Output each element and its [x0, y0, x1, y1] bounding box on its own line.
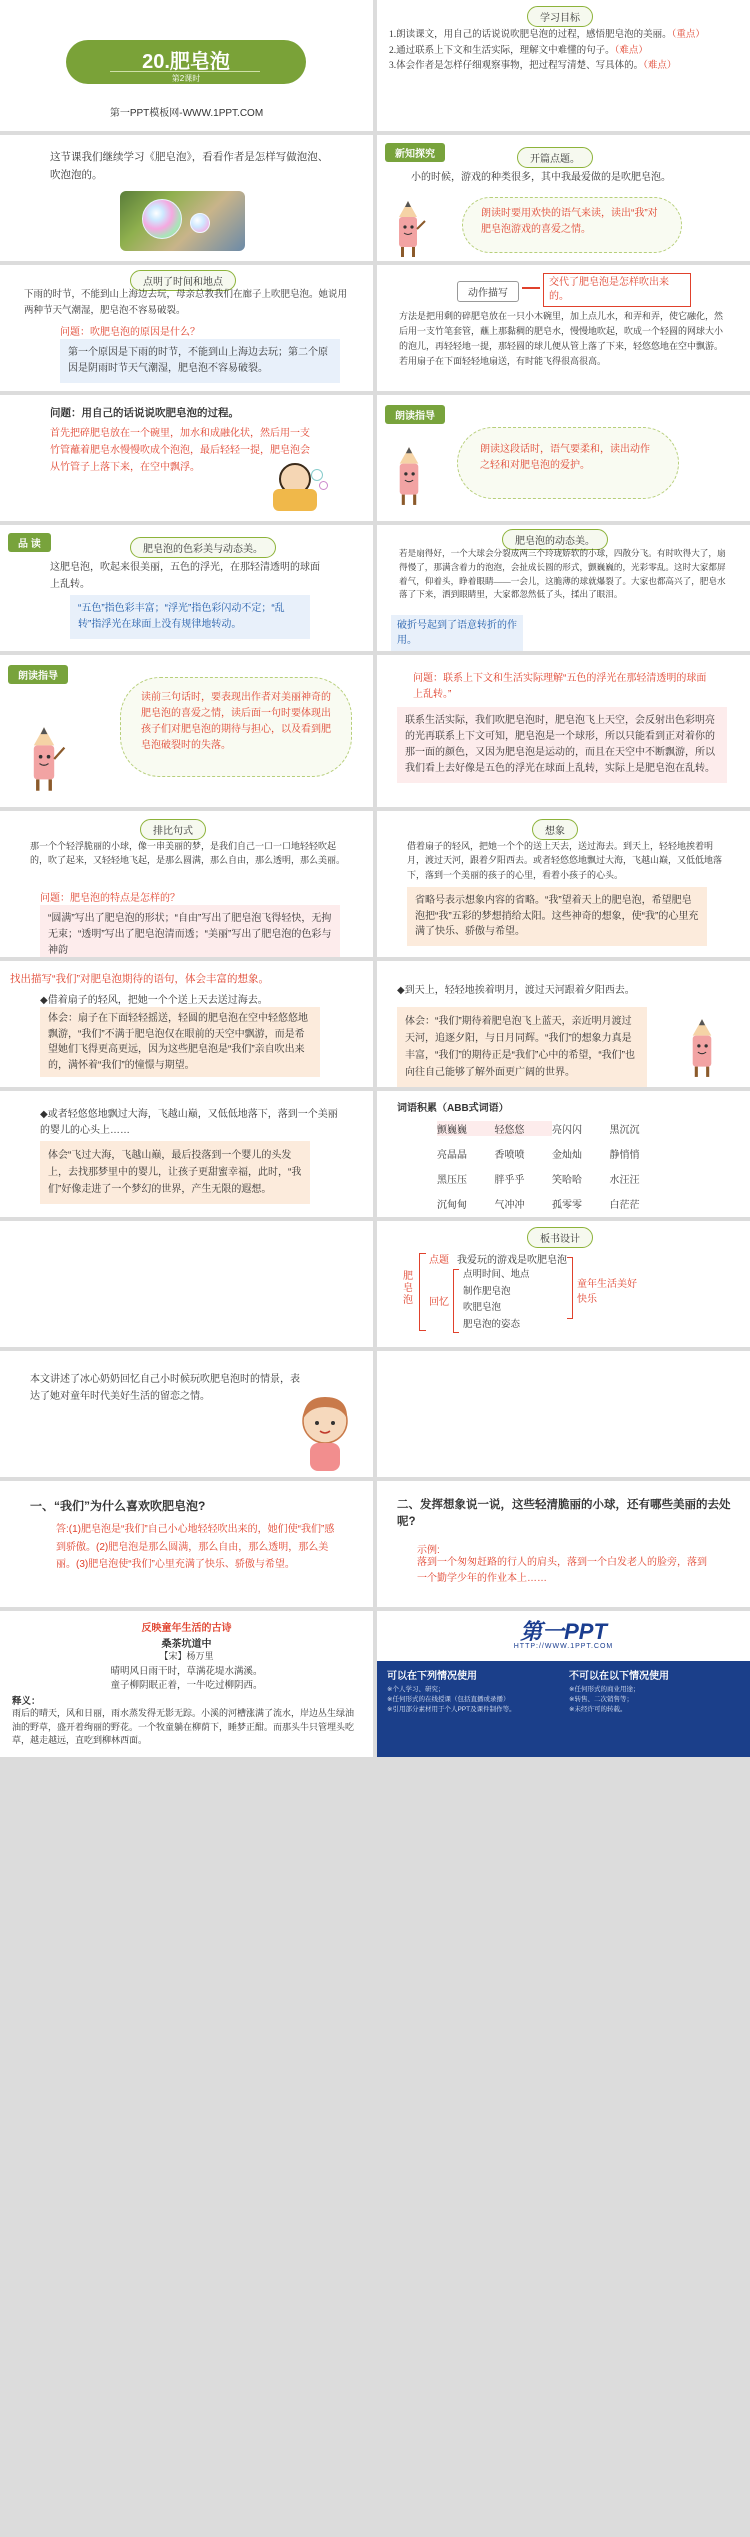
goal-1-tag: （重点） [671, 30, 705, 40]
time-place-para: 下雨的时节，不能到山上海边去玩，母亲总教我们在廊子上吹肥皂泡。她说用两种节天气潮湿，肥皂泡不容易破裂。 [24, 290, 348, 317]
poem-line-1: 晴明风日雨干时，草满花堤水满溪。 [110, 1667, 263, 1677]
goal-3 [389, 59, 737, 75]
process-answer: 首先把碎肥皂放在一个碗里，加水和成融化状，然后用一支竹管蘸着肥皂水慢慢吹成个泡泡，最后轻轻一提，肥皂泡会从竹管子上落下来，在空中飘浮。 [50, 428, 310, 473]
slide-expectation-2 [377, 961, 750, 1087]
vocab-word: 香喷喷 [494, 1150, 525, 1161]
reading-guide-cloud: 读前三句话时，要表现出作者对美丽神奇的肥皂泡的喜爱之情，读后面一句时要体现出孩子们对肥皂泡的期待与担心，以及看到肥皂泡破裂时的失落。 [120, 677, 352, 777]
slide-reading-guide-1 [377, 395, 750, 521]
blackboard-root: 肥皂泡 [403, 1271, 413, 1306]
slide-template-license [377, 1611, 750, 1757]
goals-list [389, 28, 737, 75]
pencil-mascot-icon [22, 725, 66, 793]
bubble-small [190, 213, 210, 233]
allowed-item: ※个人学习、研究； [387, 1686, 445, 1693]
slide-blank [0, 1221, 373, 1347]
summary-text: 本文讲述了冰心奶奶回忆自己小时候玩吹肥皂泡时的情景，表达了她对童年时代美好生活的留恋之情。 [30, 1374, 300, 1402]
slide-intro [0, 135, 373, 261]
slide-new-knowledge [377, 135, 750, 261]
forbidden-item: ※任何形式的商业用途； [569, 1686, 640, 1693]
slide-vocabulary [377, 1091, 750, 1217]
branch-1-node: 我爱玩的游戏是吹肥皂泡 [457, 1255, 567, 1266]
context-question: 问题：联系上下文和生活实际理解“五色的浮光在那轻清透明的球面上乱转。” [413, 673, 707, 700]
slide-action-description [377, 265, 750, 391]
dash-note-box: 破折号起到了语意转折的作用。 [391, 615, 523, 651]
vocab-word: 亮闪闪 [552, 1125, 582, 1136]
goal-1-text: 1.朗读课文，用自己的话说说吹肥皂泡的过程，感悟肥皂泡的美丽。 [389, 30, 672, 40]
vocab-word: 黑压压 [437, 1175, 467, 1186]
branch-item: 制作肥皂泡 [463, 1285, 511, 1297]
poem-title: 桑茶坑道中 [161, 1639, 212, 1650]
goal-3-tag: （难点） [643, 61, 677, 72]
forbidden-item: ※转售、二次销售等； [569, 1695, 633, 1703]
imagination-pill: 想象 [532, 819, 578, 840]
goal-2-text: 2.通过联系上下文和生活实际，理解文中难懂的句子。 [389, 45, 615, 56]
template-footer: 第一PPT模板网-WWW.1PPT.COM [109, 108, 264, 119]
action-note-box: 交代了肥皂泡是怎样吹出来的。 [543, 273, 691, 307]
pencil-mascot-icon [389, 199, 427, 259]
expectation-title: 找出描写“我们”对肥皂泡期待的语句，体会丰富的想象。 [10, 973, 269, 985]
expectation-note-2: 体会：“我们”期待着肥皂泡飞上蓝天，亲近明月渡过天河，追逐夕阳，与日月同辉。“我们”的想象力真是丰富，“我们”的期待正是“我们”心中的希望，“我们”也向往自己能够了解外面更广阔的世界。 [397, 1007, 647, 1087]
allowed-list [387, 1685, 557, 1714]
girl-illustration-icon [290, 1391, 360, 1473]
root-bracket [419, 1253, 426, 1331]
forbidden-item: ※未经许可的转载。 [569, 1705, 627, 1713]
color-beauty-note: “五色”指色彩丰富；“浮光”指色彩闪动不定；“乱转”指浮光在球面上没有规律地转动。 [70, 595, 310, 639]
slide-exercise-2 [377, 1481, 750, 1607]
context-answer-box: 联系生活实际，我们吹肥皂泡时，肥皂泡飞上天空，会反射出色彩明亮的光再联系上下文可知，肥皂泡是一个球形，所以只能看到正对着你的那一面的颜色，又因为肥皂泡是运动的，而且在天空中不断飘游，所以我们看上去好像是五色的浮光在球面上乱转，实际上是肥皂泡在乱转。 [397, 707, 727, 783]
slide-reading-guide-2 [0, 655, 373, 807]
expectation-note-1: 体会：扇子在下面轻轻摇送，轻圆的肥皂泡在空中轻悠悠地飘游，“我们”不满于肥皂泡仅在眼前的天空中飘游，而是希望她们飞得更高更远，因为这些肥皂泡是“我们”亲自吹出来的，满怀着“我们”的憧憬与期望。 [40, 1007, 320, 1077]
exercise-1-answer: 答:(1)肥皂泡是“我们”自己小心地轻轻吹出来的，她们使“我们”感到骄傲。(2)肥皂泡是那么圆满，那么自由，那么透明，那么美丽。(3)肥皂泡使“我们”心里充满了快乐、骄傲与希望。 [56, 1524, 335, 1570]
slide-time-place [0, 265, 373, 391]
vocab-word: 轻悠悠 [495, 1121, 553, 1136]
slide-title-text: 20.肥皂泡 [142, 51, 230, 73]
color-beauty-pill: 肥皂泡的色彩美与动态美。 [130, 537, 276, 558]
reading-guide-tag: 朗读指导 [385, 405, 445, 424]
reason-answer-box: 第一个原因是下雨的时节，不能到山上海边去玩；第二个原因是阴雨时节天气潮湿，肥皂泡不容易破裂。 [60, 339, 340, 383]
exercise-2-title: 二、发挥想象说一说，这些轻清脆丽的小球，还有哪些美丽的去处呢? [397, 1499, 731, 1529]
allowed-item: ※引用部分素材用于个人PPT及课件制作等。 [387, 1705, 516, 1713]
branch-item: 肥皂泡的姿态 [463, 1318, 521, 1330]
goal-2 [389, 44, 737, 60]
branch-1-label: 点题 [429, 1255, 449, 1266]
opening-pill: 开篇点题。 [517, 147, 593, 168]
vocab-word: 黑沉沉 [609, 1125, 640, 1136]
vocabulary-title: 词语积累（ABB式词语） [397, 1103, 509, 1114]
slide-exercise-1 [0, 1481, 373, 1607]
vocab-word: 颤巍巍 [437, 1121, 495, 1136]
time-place-pill: 点明了时间和地点 [130, 270, 236, 291]
imagination-para: 借着扇子的轻风，把她一个个的送上天去，送过海去。到天上，轻轻地挨着明月，渡过天河，跟着夕阳西去。或者轻悠悠地飘过大海，飞越山巅，又低低地落下，落到一个美丽的孩子的心里，看着小孩子的心头。 [407, 841, 723, 880]
branch-item: 点明时间、地点 [463, 1269, 530, 1280]
color-beauty-para: 这肥皂泡，吹起来很美丽，五色的浮光，在那轻清透明的球面上乱转。 [50, 562, 320, 590]
expectation-bullet-1: ◆借着扇子的轻风，把她一个个送上天去送过海去。 [40, 995, 268, 1006]
blackboard-result: 童年生活美好快乐 [577, 1279, 637, 1305]
expectation-bullet-3: ◆或者轻悠悠地飘过大海，飞越山巅，又低低地落下，落到一个美丽的婴儿的心头上…… [40, 1109, 338, 1136]
child-blowing-bubbles-illustration [265, 463, 327, 515]
learning-goals-pill: 学习目标 [527, 6, 593, 27]
exercise-2-answer: 落到一个匆匆赶路的行人的肩头，落到一个白发老人的脸旁，落到一个勤学少年的作业本上…… [417, 1557, 707, 1584]
opening-text: 小的时候，游戏的种类很多，其中我最爱做的是吹肥皂泡。 [411, 172, 671, 183]
reading-guide-tag: 朗读指导 [8, 665, 68, 684]
parallel-para: 那一个个轻浮脆丽的小球，像一串美丽的梦，是我们自己一口一口地轻轻吹起的，吹了起来，又轻轻地飞起，是那么圆满，那么自由，那么透明，那么美丽。 [30, 841, 346, 866]
slide-expectation-3 [0, 1091, 373, 1217]
vocab-word: 金灿灿 [552, 1150, 582, 1161]
brand-url: HTTP://WWW.1PPT.COM [513, 1643, 614, 1650]
poem-section-title: 反映童年生活的古诗 [141, 1623, 232, 1634]
vocab-word: 笑哈哈 [552, 1175, 582, 1186]
exercise-1-title: 一、“我们”为什么喜欢吹肥皂泡? [30, 1499, 206, 1513]
slide-blackboard-design [377, 1221, 750, 1347]
section-tag: 新知探究 [385, 143, 445, 162]
slide-ancient-poem [0, 1611, 373, 1757]
slide-subtitle: 第2课时 [171, 74, 201, 83]
slide-appreciation [0, 525, 373, 651]
action-tag: 动作描写 [457, 281, 519, 302]
vocab-word: 静悄悄 [609, 1150, 640, 1161]
pencil-mascot-icon [389, 445, 429, 507]
slide-learning-goals [377, 0, 750, 131]
action-para: 方法是把用剩的碎肥皂放在一只小木碗里，加上点儿水，和弄和弄，使它融化，然后用一支竹笔套管，蘸上那黏稠的肥皂水，慢慢地吹起，吹成一个轻圆的网球大小的泡儿，再轻轻地一提，那轻圆的球儿便从管上落了下来，轻悠悠地在空中飘游。若用扇子在下面轻轻地扇送，有时能飞得很高很高。 [399, 311, 724, 366]
slide-process-question [0, 395, 373, 521]
vocab-word: 水汪汪 [609, 1175, 640, 1186]
blackboard-pill: 板书设计 [527, 1227, 593, 1248]
translation-label: 释义： [12, 1696, 41, 1707]
vocab-word: 沉甸甸 [437, 1200, 467, 1211]
branch-2-bracket [453, 1269, 459, 1333]
slide-expectation-1 [0, 961, 373, 1087]
slide-blank-2 [377, 1351, 750, 1477]
parallel-pill: 排比句式 [140, 819, 206, 840]
reason-question: 问题：吹肥皂泡的原因是什么？ [60, 327, 200, 338]
forbidden-list [569, 1685, 739, 1714]
bubble-photo [120, 191, 245, 251]
expectation-bullet-2: ◆到天上，轻轻地挨着明月，渡过天河跟着夕阳西去。 [397, 985, 635, 996]
slide-title [0, 0, 373, 131]
result-bracket [567, 1257, 573, 1319]
vocab-word: 白茫茫 [609, 1200, 640, 1211]
pencil-mascot-icon [682, 1017, 722, 1079]
process-question: 问题：用自己的话说说吹肥皂泡的过程。 [50, 407, 239, 419]
slide-summary [0, 1351, 373, 1477]
imagination-note-box: 省略号表示想象内容的省略。“我”望着天上的肥皂泡，希望肥皂泡把“我”五彩的梦想捎给太阳。这些神奇的想象，使“我”的心里充满了快乐、骄傲与希望。 [407, 887, 707, 946]
branch-item: 吹肥皂泡 [463, 1302, 502, 1314]
vocab-word: 孤零零 [552, 1200, 582, 1211]
slide-dynamic-beauty [377, 525, 750, 651]
poem-author: 【宋】杨万里 [159, 1651, 214, 1661]
allowed-title: 可以在下列情况使用 [387, 1671, 477, 1682]
intro-text: 这节课我们继续学习《肥皂泡》，看看作者是怎样写做泡泡、吹泡泡的。 [50, 151, 329, 181]
dynamic-beauty-para: 若是扇得好，一个大球会分裂成两三个玲珑娇软的小球，四散分飞。有时吹得大了，扇得慢了，那满含着力的泡泡，会扯成长圆的形式，颤巍巍的，光彩零乱。这时大家都屏着气，仰着头，睁着眼睛——一会儿，这脆薄的球就爆裂了。大家也都高兴了，肥皂水落了下来，洒到眼睛里，大家都忽然低了头，揉出了眼泪。 [399, 548, 726, 600]
slide-imagination [377, 811, 750, 957]
expectation-note-3: 体会“飞过大海，飞越山巅，最后投落到一个婴儿的头发上，去找那梦里中的婴儿，让孩子更甜蜜幸福，此时，“我们”好像走进了一个梦幻的世界，产生无限的遐想。 [40, 1141, 310, 1204]
dynamic-beauty-pill: 肥皂泡的动态美。 [502, 529, 608, 550]
slide-parallel-sentences [0, 811, 373, 957]
feature-question: 问题：肥皂泡的特点是怎样的？ [40, 893, 180, 904]
appreciation-tag: 品 读 [8, 533, 51, 552]
reading-tip-cloud: 朗读时要用欢快的语气来读，读出“我”对肥皂泡游戏的喜爱之情。 [462, 197, 682, 253]
allowed-item: ※任何形式的在线授课（包括直播或录播） [387, 1695, 510, 1703]
arrow-icon [522, 287, 540, 289]
title-divider [110, 71, 260, 72]
slide-context-question [377, 655, 750, 807]
poem-line-2: 童子柳阴眠正着，一牛吃过柳阴西。 [110, 1681, 263, 1691]
vocab-word: 胖乎乎 [494, 1175, 525, 1186]
vocab-word: 气冲冲 [494, 1200, 525, 1211]
branch-2-label: 回忆 [429, 1297, 449, 1308]
forbidden-title: 不可以在以下情况使用 [569, 1671, 669, 1682]
bubble-large [142, 199, 182, 239]
goal-3-text: 3.体会作者是怎样仔细观察事物，把过程写清楚、写具体的。 [389, 61, 644, 72]
vocab-word: 亮晶晶 [437, 1150, 467, 1161]
reading-guide-cloud: 朗读这段话时，语气要柔和，读出动作之轻和对肥皂泡的爱护。 [457, 427, 679, 499]
exercise-2-label: 示例: [417, 1545, 440, 1556]
translation-text: 雨后的晴天，风和日丽，雨水蒸发得无影无踪。小溪的河槽涨满了流水，岸边丛生绿油油的野草，盛开着绚丽的野花。一个牧童躺在柳荫下，睡梦正酣。而那头牛只管埋头吃草，越走越远，直吃到柳林西面。 [12, 1708, 355, 1745]
branch-2-items [463, 1267, 530, 1334]
goal-1 [389, 28, 737, 44]
brand-logo: 第一PPT [520, 1619, 607, 1644]
feature-answer-box: “圆满”写出了肥皂泡的形状；“自由”写出了肥皂泡飞得轻快，无拘无束；“透明”写出了肥皂泡清而透；“美丽”写出了肥皂泡的色彩与神韵 [40, 905, 340, 957]
vocabulary-grid [437, 1121, 667, 1211]
goal-2-tag: （难点） [614, 45, 648, 56]
